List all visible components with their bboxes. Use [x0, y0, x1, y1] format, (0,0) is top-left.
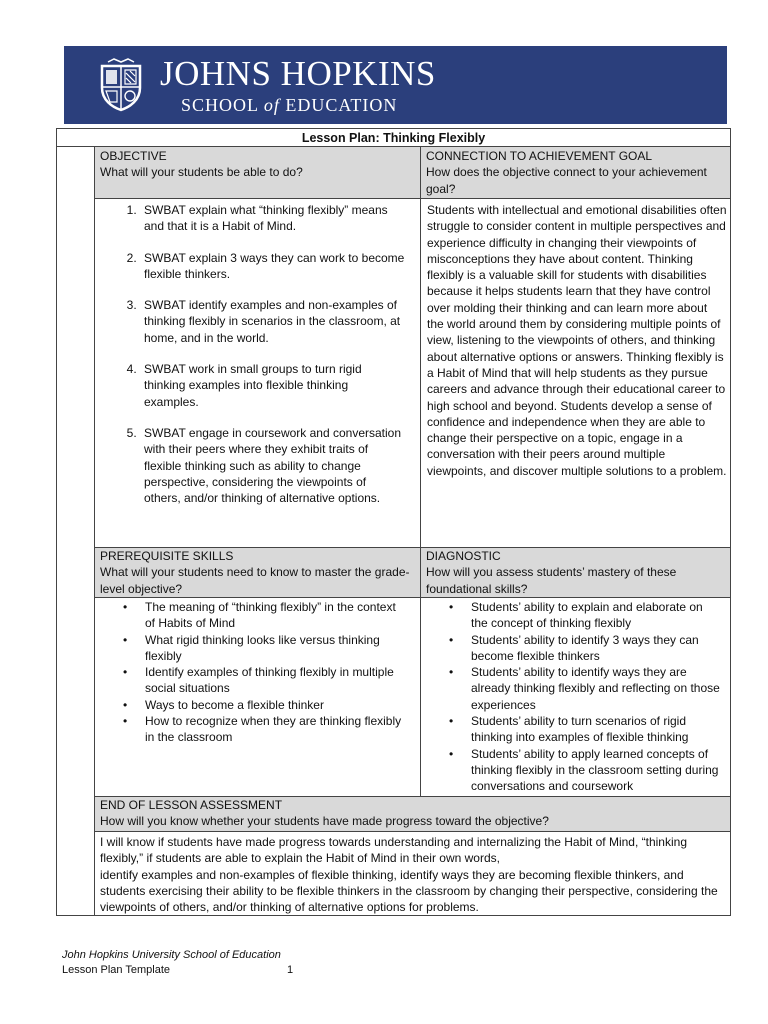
assessment-heading: END OF LESSON ASSESSMENT [100, 798, 283, 812]
brand-name: JOHNS HOPKINS [160, 54, 436, 93]
objective-item: 5. SWBAT engage in coursework and conversation with their peers where they exhibit traits of flexible thinking such as ability to change perspective, considering the viewpoints of others, and/or thinking of alternative options. [140, 425, 406, 506]
prerequisite-item: • Identify examples of thinking flexibly in multiple social situations [145, 664, 408, 697]
objective-header-cell [94, 147, 420, 198]
connection-heading: CONNECTION TO ACHIEVEMENT GOAL [426, 149, 653, 163]
diagnostic-header-cell [420, 547, 730, 597]
objective-item: 3. SWBAT identify examples and non-examples of thinking flexibly in scenarios in the classroom, at home, and in the world. [140, 297, 406, 346]
footer-template: Lesson Plan Template [62, 964, 171, 976]
assessment-question: How will you know whether your students have made progress toward the objective? [100, 814, 549, 829]
connection-header-cell [420, 147, 730, 198]
diagnostic-question: How will you assess students’ mastery of these foundational skills? [426, 565, 677, 596]
objective-body-cell [94, 198, 420, 547]
diagnostic-item: • Students’ ability to identify 3 ways they can become flexible thinkers [471, 632, 722, 665]
assessment-header-cell [94, 796, 730, 831]
objective-question: What will your students be able to do? [100, 165, 303, 180]
prerequisite-item: • How to recognize when they are thinking flexibly in the classroom [145, 713, 408, 746]
brand-school-post: EDUCATION [285, 95, 398, 115]
prerequisite-item: • Ways to become a flexible thinker [145, 697, 408, 713]
footer-institution: John Hopkins University School of Education [62, 949, 281, 961]
objective-item: 1. SWBAT explain what “thinking flexibly” means and that it is a Habit of Mind. [140, 202, 406, 235]
prerequisite-question: What will your students need to know to master the grade-level objective? [100, 565, 410, 596]
diagnostic-item: • Students’ ability to explain and elaborate on the concept of thinking flexibly [471, 599, 722, 632]
university-shield-icon [96, 58, 146, 112]
brand-school-of: of [263, 95, 280, 115]
connection-body-cell [420, 198, 730, 547]
diagnostic-list [421, 599, 722, 795]
brand-subtitle [181, 95, 397, 116]
diagnostic-item: • Students’ ability to apply learned concepts of thinking flexibly in the classroom setting during conversations and coursework [471, 746, 722, 795]
brand-school-pre: SCHOOL [181, 95, 259, 115]
assessment-body-line1: I will know if students have made progress towards understanding and internalizing the Habit of Mind, “thinking flexibly,” if students are able to explain the Habit of Mind in their own words, [100, 835, 687, 866]
prerequisite-list [95, 599, 408, 746]
assessment-body-cell [94, 831, 730, 915]
diagnostic-item: • Students’ ability to identify ways they are already thinking flexibly and reflecting on those experiences [471, 664, 722, 713]
prerequisite-body-cell [94, 597, 420, 796]
prerequisite-header-cell [94, 547, 420, 597]
diagnostic-body-cell [420, 597, 730, 796]
lesson-plan-title: Lesson Plan: Thinking Flexibly [57, 129, 730, 147]
header-banner [64, 46, 727, 124]
diagnostic-heading: DIAGNOSTIC [426, 549, 501, 563]
connection-body: Students with intellectual and emotional disabilities often struggle to consider content in multiple perspectives and experience difficulty in changing their viewpoints of misconceptions they have about content. Thinking flexibly is a valuable skill for students with disabilities because it helps students learn that they have control over molding their thinking and can learn more about the world around them by considering multiple points of view, listening to the viewpoints of others, and thinking about alternative options or answers. Thinking flexibly is a Habit of Mind that will help students as they pursue careers and advance through their educational career to high school and beyond. Students develop a sense of confidence and independence when they are able to change their perspective on a topic, engage in a conversation with their peers around multiple viewpoints, and discover multiple solutions to a problem. [427, 203, 727, 478]
lesson-plan-table [56, 128, 731, 916]
diagnostic-item: • Students’ ability to turn scenarios of rigid thinking into examples of flexible thinking [471, 713, 722, 746]
objective-heading: OBJECTIVE [100, 149, 167, 163]
prerequisite-item: • What rigid thinking looks like versus thinking flexibly [145, 632, 408, 665]
objective-item: 4. SWBAT work in small groups to turn rigid thinking examples into flexible thinking examples. [140, 361, 406, 410]
objective-item: 2. SWBAT explain 3 ways they can work to become flexible thinkers. [140, 250, 406, 283]
objective-list [95, 202, 406, 506]
footer-page-number: 1 [287, 964, 294, 976]
prerequisite-heading: PREREQUISITE SKILLS [100, 549, 234, 563]
assessment-body-line2: identify examples and non-examples of flexible thinking, identify ways they are becoming flexible thinkers, and students exercising their ability to be flexible thinkers in the classroom by changing their perspective, considering the viewpoints of others, and/or thinking of alternative options for problems. [100, 867, 718, 915]
prerequisite-item: • The meaning of “thinking flexibly” in the context of Habits of Mind [145, 599, 408, 632]
connection-question: How does the objective connect to your achievement goal? [426, 165, 707, 196]
